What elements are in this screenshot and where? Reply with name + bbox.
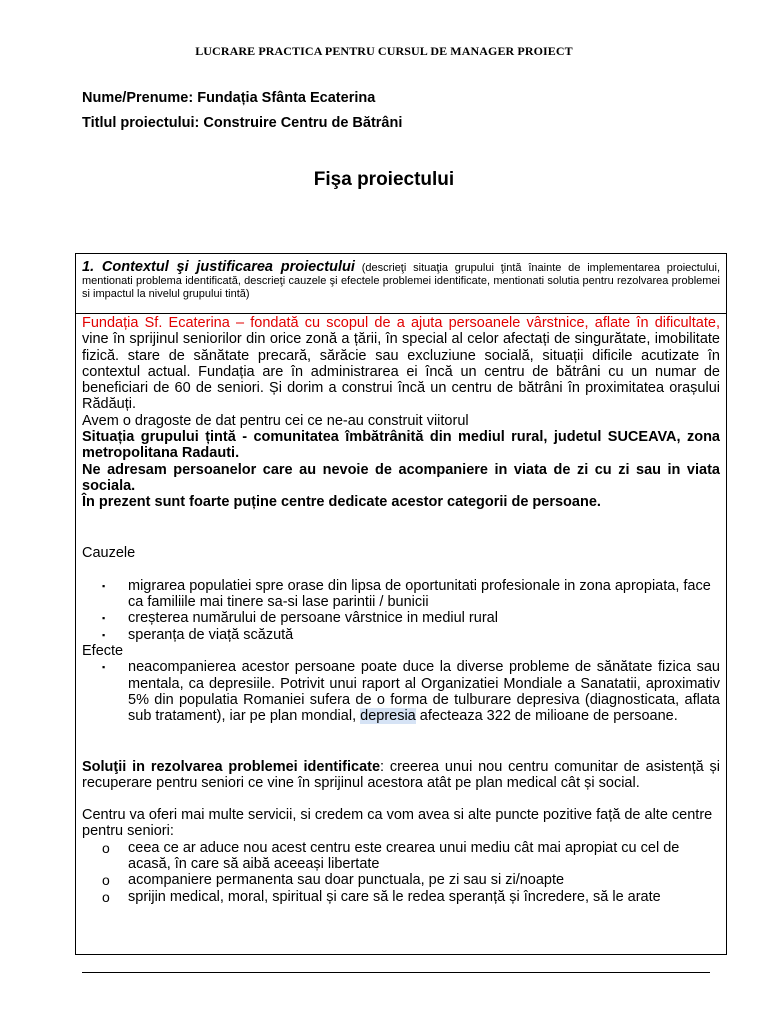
section-heading-cell [76, 254, 726, 314]
section-content [76, 314, 726, 905]
section-instructions: (descrieţi situaţia grupului ţintă înainte de implementarea proiectului, mentionati problema identificată, descrieţi cauzele şi efectele problemei identificate, mentionati solutia pentru rezolvarea problemei si impactul la nivelul grupului tintă) [82, 262, 720, 300]
love-line: Avem o dragoste de dat pentru cei ce ne-au construit viitorul [82, 412, 469, 429]
document-header: LUCRARE PRACTICA PENTRU CURSUL DE MANAGER PROIECT [195, 44, 573, 58]
effects-list [82, 659, 720, 724]
section-heading: 1. Contextul şi justificarea proiectului [82, 259, 355, 275]
project-title-field: Titlul proiectului: Construire Centru de Bătrâni [82, 115, 403, 131]
square-bullet-icon: ▪ [102, 613, 106, 624]
circle-bullet-icon: o [102, 872, 110, 889]
services-list [82, 840, 720, 905]
list-item: o ceea ce ar aduce nou acest centru este crearea unui mediu cât mai apropiat cu cel de acasă, în care să aibă aceeași libertate [102, 839, 680, 873]
list-item: ▪ neacompanierea acestor persoane poate duce la diverse probleme de sănătate fizica sau mentala, ca depresiile. Potrivit unui raport al Organizatiei Mondiale a Sanatatii, aproximativ 5% din populatia Romaniei sufera de o forma de tulburare depresiva (diagnosticata, aflata sub tratament), iar pe plan mondial, depresia afecteaza 322 de milioane de persoane. [102, 659, 720, 725]
footer-divider [82, 972, 710, 973]
intro-text: vine în sprijinul seniorilor din orice zonă a țării, în special al celor afectați de singurătate, imobilitate fizică. stare de sănătate precară, sărăcie sau excluziune socială, situații dificile acutizate în contextul actual. Fundația are în administrarea ei încă un centru de bătrâni cu un numar de beneficiari de 60 de seniori. Și dorim a construi încă un centru de bătrâni în proximitatea orașului Rădăuți. [82, 331, 720, 413]
causes-label: Cauzele [82, 544, 136, 561]
square-bullet-icon: ▪ [102, 662, 106, 673]
list-item: o acompaniere permanenta sau doar punctuala, pe zi sau si zi/noapte [102, 872, 565, 889]
target-group-text: Situația grupului țintă - comunitatea îmbătrânită din mediul rural, judetul SUCEAVA, zona metropolitana Radauti. [82, 429, 720, 462]
solutions-label: Soluţii in rezolvarea problemei identificate [82, 758, 381, 775]
circle-bullet-icon: o [102, 839, 110, 856]
list-item: ▪ migrarea populatiei spre orase din lipsa de oportunitati profesionale in zona apropiata, face ca familiile mai tinere sa-si lase parintii / bunicii [102, 577, 711, 611]
highlighted-word: depresia [360, 708, 416, 725]
square-bullet-icon: ▪ [102, 580, 106, 591]
intro-paragraph [82, 315, 720, 413]
services-intro: Centru va oferi mai multe servicii, si credem ca vom avea si alte puncte pozitive față de alte centre pentru seniori: [82, 807, 713, 840]
list-item: ▪ speranța de viață scăzută [102, 626, 294, 643]
circle-bullet-icon: o [102, 888, 110, 905]
causes-list [82, 578, 720, 643]
intro-red-text: Fundația Sf. Ecaterina – fondată cu scopul de a ajuta persoanele vârstnice, aflate în dificultate, [82, 315, 720, 331]
effects-label: Efecte [82, 643, 124, 660]
square-bullet-icon: ▪ [102, 629, 106, 640]
list-item: ▪ creșterea numărului de persoane vârstnice in mediul rural [102, 610, 498, 627]
list-item: o sprijin medical, moral, spiritual și care să le redea speranță și încredere, să le arate [102, 888, 661, 905]
addressing-text: Ne adresam persoanelor care au nevoie de acompaniere in viata de zi cu zi sau in viata sociala. [82, 461, 720, 494]
name-field: Nume/Prenume: Fundația Sfânta Ecaterina [82, 90, 376, 106]
solutions-paragraph [82, 759, 720, 792]
solutions-text: : creerea unui nou centru comunitar de asistență și recuperare pentru seniori ce vine în sprijinul acestora atât pe plan medical cât și social. [82, 758, 720, 791]
section-box [75, 253, 727, 955]
present-text: În prezent sunt foarte puține centre dedicate acestor categorii de persoane. [82, 494, 601, 511]
page-title: Fişa proiectului [313, 169, 455, 190]
